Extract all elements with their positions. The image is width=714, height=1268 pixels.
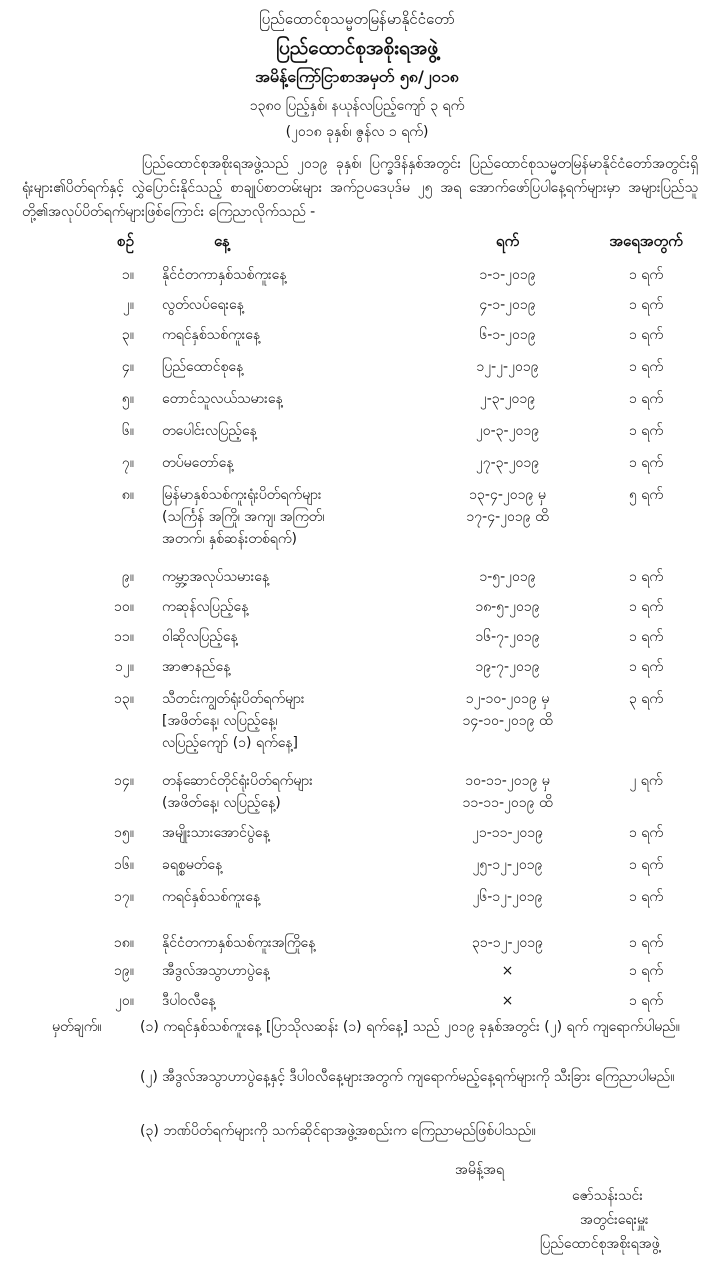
holiday-date-line: ၁၂-၂-၂၀၁၉: [476, 359, 539, 375]
holiday-name-line: တန်ဆောင်တိုင်ရုံးပိတ်ရက်များ: [162, 773, 313, 789]
row-number: ၁၈။: [113, 935, 134, 951]
holiday-date-line: ၁-၁-၂၀၁၉: [479, 267, 536, 283]
holiday-date: [425, 886, 590, 908]
holiday-days: ၁ ရက်: [628, 327, 664, 343]
holiday-date: [425, 452, 590, 474]
holiday-name: [162, 566, 412, 588]
holiday-name-line: သီတင်းကျွတ်ရုံးပိတ်ရက်များ: [162, 691, 305, 707]
holiday-name-line: ကရင်နှစ်သစ်ကူးနေ့: [162, 327, 261, 343]
government-title: ပြည်ထောင်စုအစိုးရအဖွဲ့: [275, 37, 439, 59]
row-number: ၁။: [121, 267, 134, 283]
holiday-days: ၁ ရက်: [628, 889, 664, 905]
signature-org: ပြည်ထောင်စုအစိုးရအဖွဲ့: [540, 1236, 660, 1252]
holiday-name: [162, 388, 412, 410]
holiday-days: ၁ ရက်: [628, 825, 664, 841]
holiday-days: ၁ ရက်: [628, 391, 664, 407]
holiday-date: [425, 294, 590, 316]
signature-order: အမိန့်အရ: [455, 1162, 504, 1178]
holiday-date-line: ၁၂-၁၀-၂၀၁၉ မှ: [465, 691, 550, 707]
row-number: ၃။: [121, 327, 134, 343]
holiday-name-line: ဒီပါဝလီနေ့: [162, 993, 216, 1009]
holiday-date: [425, 626, 590, 648]
holiday-date: [425, 596, 590, 618]
holiday-name-line: (အဖိတ်နေ့၊ လပြည့်နေ့): [162, 795, 281, 811]
holiday-name: [162, 452, 412, 474]
row-number: ၁၅။: [114, 825, 134, 841]
row-number: ၁၇။: [114, 889, 134, 905]
holiday-date-line: ၁၇-၄-၂၀၁၉ ထိ: [466, 509, 549, 525]
holiday-date-line: ၁၃-၄-၂၀၁၉ မှ: [469, 487, 546, 503]
holiday-date: [425, 688, 590, 732]
note-2: (၂) အီဒွလ်အသွာဟာပွဲနေ့နှင့် ဒီပါဝလီနေ့များအတွက် ကျရောက်မည့်နေ့ရက်များကို သီးခြား ကြေညာပါမည်။: [140, 1069, 675, 1085]
row-number: ၁၄။: [114, 773, 134, 789]
holiday-name: [162, 656, 412, 678]
row-number: ၁၁။: [114, 629, 134, 645]
holiday-days: ၅ ရက်: [628, 487, 664, 503]
holiday-name: [162, 990, 412, 1012]
holiday-date-line: ၁၄-၁၀-၂၀၁၉ ထိ: [462, 713, 553, 729]
holiday-date: [425, 264, 590, 286]
holiday-days: ၁ ရက်: [628, 423, 664, 439]
holiday-name: [162, 688, 412, 754]
note-3: (၃) ဘဏ်ပိတ်ရက်များကို သက်ဆိုင်ရာအဖွဲ့အစည်းက ကြေညာမည်ဖြစ်ပါသည်။: [140, 1123, 536, 1139]
holiday-name-line: ကမ္ဘာ့အလုပ်သမားနေ့: [162, 569, 270, 585]
holiday-date-line: ၂၆-၁၂-၂၀၁၉: [472, 889, 543, 905]
holiday-name: [162, 932, 412, 954]
signature-name: ဇော်သန်းသင်း: [572, 1188, 643, 1204]
holiday-date: [425, 484, 590, 528]
holiday-date: [425, 566, 590, 588]
holiday-days: ၂ ရက်: [629, 773, 663, 789]
holiday-name: [162, 886, 412, 908]
holiday-days: ၁ ရက်: [628, 659, 664, 675]
holiday-date-line: ၁၁-၁၁-၂၀၁၉ ထိ: [462, 795, 553, 811]
signature-title: အတွင်းရေးမှူး: [580, 1212, 649, 1228]
row-number: ၂၀။: [115, 993, 134, 1009]
row-number: ၁၉။: [114, 963, 134, 979]
holiday-date-line: ၆-၁-၂၀၁၉: [479, 327, 536, 343]
holiday-date: [425, 324, 590, 346]
holiday-name-line: တပေါင်းလပြည့်နေ့: [162, 423, 257, 439]
holiday-date-line: ×: [501, 993, 514, 1009]
holiday-days: ၁ ရက်: [628, 455, 664, 471]
holiday-name: [162, 356, 412, 378]
holiday-date: [425, 932, 590, 954]
holiday-days: ၁ ရက်: [628, 629, 664, 645]
holiday-days: ၁ ရက်: [628, 993, 664, 1009]
row-number: ၅။: [121, 391, 134, 407]
holiday-name-line: အတက်၊ နှစ်ဆန်းတစ်ရက်): [162, 531, 297, 547]
holiday-name: [162, 294, 412, 316]
holiday-date: [425, 960, 590, 982]
holiday-date: [425, 822, 590, 844]
holiday-name-line: နိုင်ငံတကာနှစ်သစ်ကူးအကြိုနေ့: [162, 935, 316, 951]
intro-paragraph: ပြည်ထောင်စုအစိုးရအဖွဲ့သည် ၂၀၁၉ ခုနှစ်၊ ပြက္ခဒိန်နှစ်အတွင်း ပြည်ထောင်စုသမ္မတမြန်မာနိုင်ငံတော်အတွင်းရှိ ရုံးများ၏ပိတ်ရက်နှင့် လွှဲပြောင်းနိုင်သည့် စာချုပ်စာတမ်းများ အက်ဥပဒေပုဒ်မ ၂၅ အရ အောက်ဖော်ပြပါနေ့ရက်များမှာ အများပြည်သူတို့၏အလုပ်ပိတ်ရက်များဖြစ်ကြောင်း ကြေညာလိုက်သည် -: [22, 156, 698, 220]
holiday-name: [162, 484, 412, 550]
column-header-name: နေ့: [214, 232, 230, 250]
holiday-date: [425, 990, 590, 1012]
row-number: ၁၃။: [114, 691, 134, 707]
note-1: (၁) ကရင်နှစ်သစ်ကူးနေ့ [ပြာသိုလဆန်း (၁) ရက်နေ့] သည် ၂၀၁၉ ခုနှစ်အတွင်း (၂) ရက် ကျရောက်ပါမည်။: [140, 1019, 680, 1035]
row-number: ၄။: [121, 359, 134, 375]
holiday-name: [162, 770, 412, 814]
holiday-name-line: တောင်သူလယ်သမားနေ့: [162, 391, 283, 407]
holiday-date: [425, 770, 590, 814]
row-number: ၉။: [121, 569, 134, 585]
holiday-date: [425, 656, 590, 678]
holiday-name-line: အမျိုးသားအောင်ပွဲနေ့: [162, 825, 270, 841]
holiday-date-line: ၄-၁-၂၀၁၉: [479, 297, 536, 313]
holiday-name-line: ဝါဆိုလပြည့်နေ့: [162, 629, 238, 645]
holiday-days: ၁ ရက်: [628, 359, 664, 375]
holiday-date-line: ×: [501, 963, 514, 979]
holiday-days: ၁ ရက်: [628, 963, 664, 979]
holiday-days: ၁ ရက်: [628, 297, 664, 313]
holiday-name-line: ကရင်နှစ်သစ်ကူးနေ့: [162, 889, 261, 905]
holiday-date: [425, 356, 590, 378]
row-number: ၈။: [121, 487, 134, 503]
gregorian-date: (၂၀၁၈ ခုနှစ်၊ ဇွန်လ ၁ ရက်): [285, 124, 429, 140]
holiday-days: ၁ ရက်: [628, 857, 664, 873]
holiday-name: [162, 854, 412, 876]
holiday-name-line: အာဇာနည်နေ့: [162, 659, 231, 675]
holiday-name: [162, 324, 412, 346]
holiday-name: [162, 960, 412, 982]
holiday-days: ၁ ရက်: [628, 569, 664, 585]
holiday-name: [162, 264, 412, 286]
holiday-date-line: ၂၇-၃-၂၀၁၉: [475, 455, 540, 471]
row-number: ၁၂။: [115, 659, 134, 675]
holiday-name-line: လွတ်လပ်ရေးနေ့: [162, 297, 244, 313]
holiday-date-line: ၂၁-၁၁-၂၀၁၉: [471, 825, 544, 841]
holiday-name-line: အီဒွလ်အသွာဟာပွဲနေ့: [162, 963, 270, 979]
holiday-name: [162, 420, 412, 442]
holiday-days: ၁ ရက်: [628, 935, 664, 951]
column-header-no: စဉ်: [117, 232, 134, 250]
state-name: ပြည်ထောင်စုသမ္မတမြန်မာနိုင်ငံတော်: [259, 10, 455, 28]
row-number: ၂။: [122, 297, 134, 313]
column-header-date: ရက်: [495, 232, 520, 250]
holiday-date-line: ၁၈-၅-၂၀၁၉: [475, 599, 540, 615]
holiday-date: [425, 420, 590, 442]
holiday-days: ၁ ရက်: [628, 599, 664, 615]
holiday-date-line: ၂၅-၁၂-၂၀၁၉: [472, 857, 543, 873]
holiday-name: [162, 822, 412, 844]
notes-label: မှတ်ချက်။: [52, 1019, 102, 1035]
holiday-name-line: မြန်မာနှစ်သစ်ကူးရုံးပိတ်ရက်များ: [162, 487, 322, 503]
holiday-date-line: ၃၁-၁၂-၂၀၁၉: [471, 935, 544, 951]
holiday-name-line: ကဆုန်လပြည့်နေ့: [162, 599, 249, 615]
holiday-days: ၁ ရက်: [628, 267, 664, 283]
holiday-date: [425, 388, 590, 410]
holiday-date-line: ၂၀-၃-၂၀၁၉: [475, 423, 540, 439]
holiday-date-line: ၂-၃-၂၀၁၉: [479, 391, 536, 407]
holiday-name-line: လပြည့်ကျော် (၁) ရက်နေ့]: [162, 735, 299, 751]
holiday-days: ၃ ရက်: [628, 691, 664, 707]
holiday-name-line: ပြည်ထောင်စုနေ့: [162, 359, 244, 375]
holiday-name: [162, 596, 412, 618]
holiday-name-line: [အဖိတ်နေ့၊ လပြည့်နေ့၊: [162, 713, 278, 729]
row-number: ၁၀။: [114, 599, 134, 615]
holiday-date: [425, 854, 590, 876]
holiday-name: [162, 626, 412, 648]
row-number: ၆။: [121, 423, 134, 439]
notification-number: အမိန့်ကြော်ငြာစာအမှတ် ၅၈/၂၀၁၈: [255, 67, 459, 86]
holiday-name-line: နိုင်ငံတကာနှစ်သစ်ကူးနေ့: [162, 267, 287, 283]
holiday-date-line: ၁၉-၇-၂၀၁၉: [475, 659, 540, 675]
holiday-date-line: ၁၆-၇-၂၀၁၉: [475, 629, 540, 645]
holiday-name-line: တပ်မတော်နေ့: [162, 455, 234, 471]
row-number: ၇။: [121, 455, 134, 471]
holiday-date-line: ၁-၅-၂၀၁၉: [479, 569, 536, 585]
holiday-date-line: ၁၀-၁၁-၂၀၁၉ မှ: [465, 773, 550, 789]
holiday-name-line: ခရစ္စမတ်နေ့: [162, 857, 223, 873]
column-header-days: အရေအတွက်: [609, 232, 683, 250]
myanmar-date: ၁၃၈၀ ပြည့်နှစ်၊ နယုန်လပြည့်ကျော် ၃ ရက်: [249, 98, 465, 114]
row-number: ၁၆။: [114, 857, 134, 873]
holiday-name-line: (သင်္ကြန် အကြို၊ အကျ၊ အကြတ်၊: [162, 509, 325, 525]
